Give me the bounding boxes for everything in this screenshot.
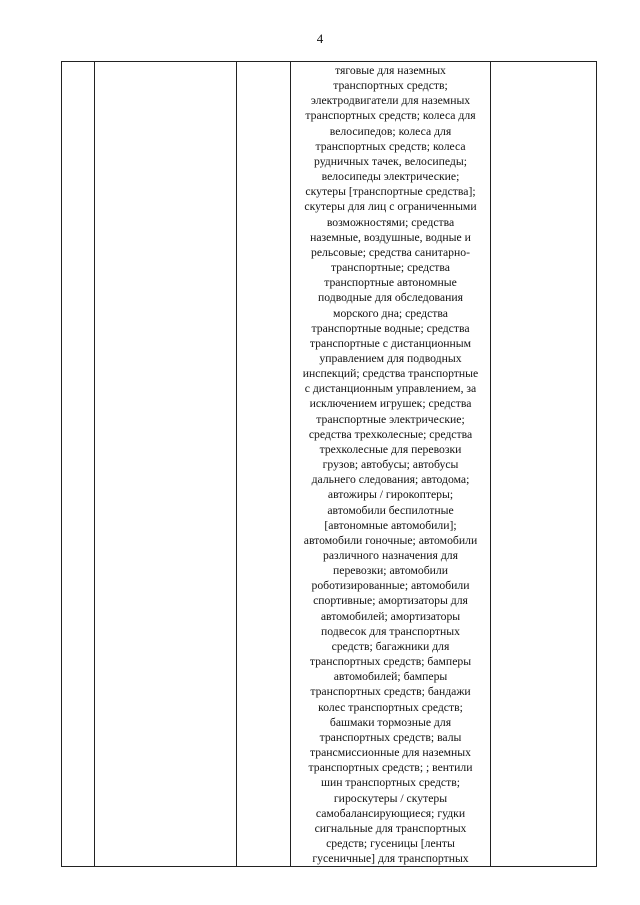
goods-line: морского дна; средства (333, 306, 448, 320)
goods-line: возможностями; средства (326, 215, 455, 229)
goods-line: с дистанционным управлением, за (304, 382, 477, 396)
goods-line: транспортные с дистанционным (309, 336, 472, 350)
table-row (62, 62, 597, 867)
goods-line: электродвигатели для наземных (310, 94, 471, 108)
goods-line: транспортных средств; (333, 79, 448, 93)
goods-line: подводные для обследования (318, 291, 463, 305)
goods-line: автомобили гоночные; автомобили (303, 533, 478, 547)
goods-line: различного назначения для (322, 549, 459, 562)
goods-line: управлением для подводных (319, 351, 462, 365)
goods-line: транспортные электрические; (316, 412, 465, 426)
goods-line: автожиры / гирокоптеры; (327, 488, 454, 502)
goods-line: автомобилей; амортизаторы (320, 609, 461, 623)
goods-line: гусеничные] для транспортных (312, 852, 469, 866)
goods-line: транспортные; средства (331, 261, 450, 275)
goods-line: спортивные; амортизаторы для (313, 594, 468, 608)
goods-line: средств; гусеницы [ленты (326, 836, 455, 850)
goods-line: средств; багажники для (331, 639, 450, 653)
cell-name (95, 62, 237, 867)
goods-line: средства трехколесные; средства (308, 427, 473, 441)
goods-line: [автономные автомобили]; (324, 518, 457, 532)
goods-line: шин транспортных средств; (321, 776, 460, 790)
goods-line: грузов; автобусы; автобусы (322, 458, 459, 472)
cell-notes (491, 62, 597, 867)
goods-line: трехколесные для перевозки (319, 442, 462, 456)
goods-list-text (291, 62, 490, 866)
goods-line: инспекций; средства транспортные (302, 367, 479, 381)
goods-line: дальнего следования; автодома; (311, 473, 470, 487)
goods-line: исключением игрушек; средства (309, 397, 472, 411)
goods-line: колес транспортных средств; (318, 700, 463, 714)
goods-line: велосипеды электрические; (321, 170, 460, 184)
cell-number (62, 62, 95, 867)
goods-line: гироскутеры / скутеры (333, 791, 448, 805)
goods-line: транспортных средств; колеса (315, 139, 466, 153)
goods-line: транспортные водные; средства (311, 321, 470, 335)
cell-goods-list (291, 62, 491, 867)
goods-line: велосипедов; колеса для (329, 124, 452, 138)
goods-line: рельсовые; средства санитарно- (310, 245, 471, 259)
goods-line: транспортных средств; ; вентили (308, 761, 473, 775)
goods-line: тяговые для наземных (335, 64, 446, 77)
goods-line: рудничных тачек, велосипеды; (314, 154, 467, 168)
page-number: 4 (316, 31, 324, 46)
goods-line: трансмиссионные для наземных (310, 746, 471, 760)
goods-line: автомобили беспилотные (327, 503, 454, 517)
cell-class (237, 62, 291, 867)
goods-line: роботизированные; автомобили (311, 579, 470, 593)
goods-line: сигнальные для транспортных (314, 821, 467, 835)
goods-line: транспортных средств; колеса для (305, 109, 476, 123)
goods-table (61, 61, 597, 867)
goods-line: транспортных средств; валы (319, 730, 462, 744)
goods-line: автомобилей; бамперы (333, 670, 448, 684)
goods-line: транспортные автономные (324, 276, 457, 290)
goods-line: скутеры для лиц с ограниченными (304, 200, 477, 214)
goods-line: скутеры [транспортные средства]; (305, 185, 476, 199)
goods-line: перевозки; автомобили (333, 564, 448, 578)
goods-line: самобалансирующиеся; гудки (315, 806, 466, 820)
goods-line: башмаки тормозные для (329, 715, 452, 729)
goods-line: транспортных средств; бандажи (310, 685, 471, 699)
goods-line: наземные, воздушные, водные и (310, 230, 471, 244)
goods-line: транспортных средств; бамперы (309, 655, 472, 669)
goods-line: подвесок для транспортных (321, 624, 460, 638)
